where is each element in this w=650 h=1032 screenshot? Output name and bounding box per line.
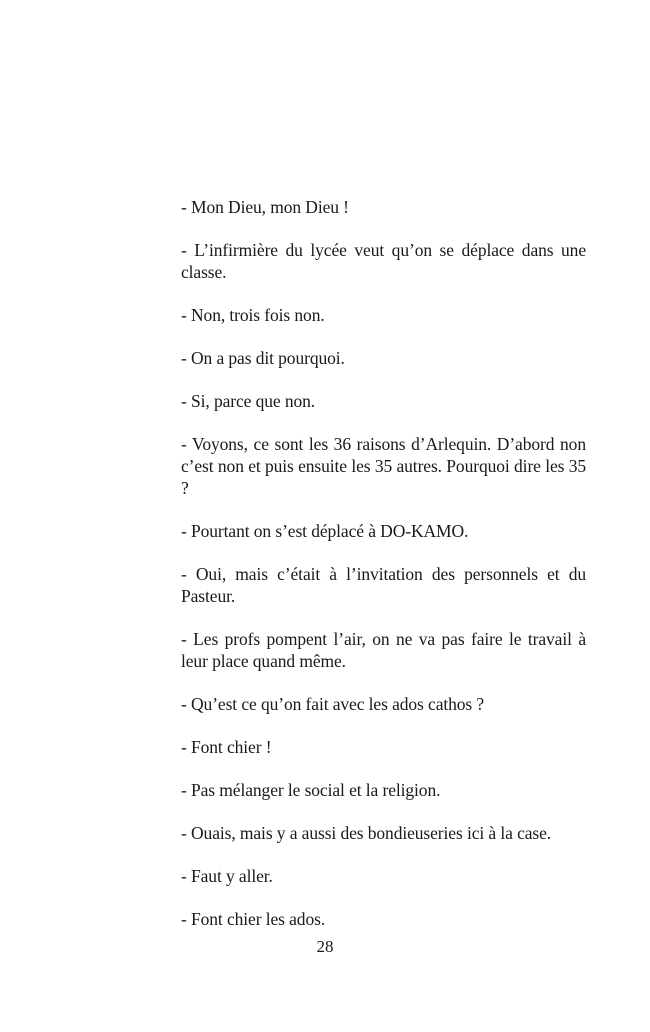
- dialogue-line: - Qu’est ce qu’on fait avec les ados cathos ?: [181, 694, 485, 714]
- dialogue-line: - Faut y aller.: [181, 866, 273, 886]
- dialogue-line: - Voyons, ce sont les 36 raisons d’Arlequin. D’abord non c’est non et puis ensuite les 35 autres. Pourquoi dire les 35 ?: [181, 434, 586, 498]
- dialogue-line: - On a pas dit pourquoi.: [181, 348, 345, 368]
- dialogue-line: - Font chier !: [181, 737, 272, 757]
- dialogue-line: - Pas mélanger le social et la religion.: [181, 780, 441, 800]
- dialogue-line: - L’infirmière du lycée veut qu’on se déplace dans une classe.: [181, 240, 586, 282]
- page-body: [181, 196, 586, 951]
- dialogue-line: - Non, trois fois non.: [181, 305, 325, 325]
- dialogue-line: - Oui, mais c’était à l’invitation des personnels et du Pasteur.: [181, 564, 586, 606]
- dialogue-line: - Si, parce que non.: [181, 391, 316, 411]
- dialogue-line: - Pourtant on s’est déplacé à DO-KAMO.: [181, 521, 469, 541]
- page-number: 28: [316, 937, 334, 956]
- dialogue-line: - Mon Dieu, mon Dieu !: [181, 197, 349, 217]
- dialogue-line: - Ouais, mais y a aussi des bondieuseries ici à la case.: [181, 823, 552, 843]
- dialogue-line: - Font chier les ados.: [181, 909, 326, 929]
- dialogue-line: - Les profs pompent l’air, on ne va pas faire le travail à leur place quand même.: [181, 629, 586, 671]
